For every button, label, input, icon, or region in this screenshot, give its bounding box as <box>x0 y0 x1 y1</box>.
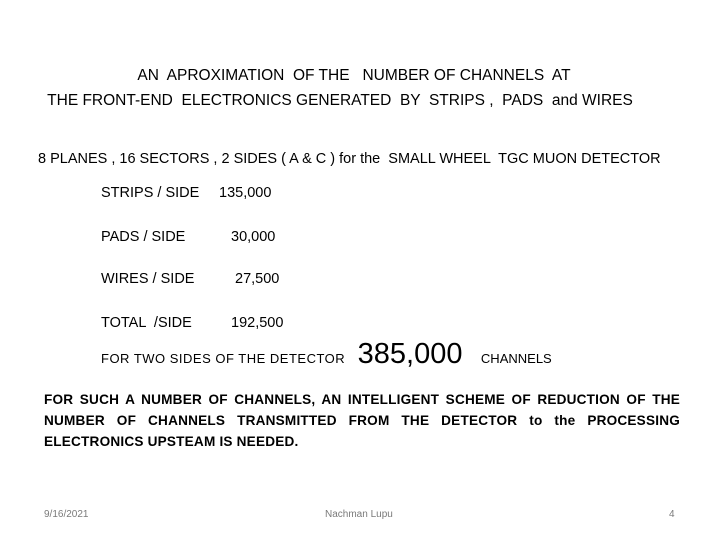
conclusion-paragraph: FOR SUCH A NUMBER OF CHANNELS, AN INTELLIGENT SCHEME OF REDUCTION OF THE NUMBER OF CHANNELS TRANSMITTED FROM THE DETECTOR to the PROCESSING ELECTRONICS UPSTEAM IS NEEDED. <box>44 392 680 449</box>
footer-page-number: 4 <box>669 509 675 520</box>
summary-label: FOR TWO SIDES OF THE DETECTOR <box>101 351 346 366</box>
summary-total: 385,000 <box>357 338 463 370</box>
footer-author: Nachman Lupu <box>325 509 393 520</box>
summary-unit: CHANNELS <box>480 351 552 366</box>
wires-value: 27,500 <box>235 271 280 287</box>
title-line-2: THE FRONT-END ELECTRONICS GENERATED BY STRIPS , PADS and WIRES <box>47 92 633 109</box>
pads-label: PADS / SIDE <box>101 229 186 245</box>
subtitle: 8 PLANES , 16 SECTORS , 2 SIDES ( A & C ) for the SMALL WHEEL TGC MUON DETECTOR <box>38 151 661 167</box>
strips-value: 135,000 <box>219 185 272 201</box>
wires-label: WIRES / SIDE <box>101 271 195 287</box>
strips-label: STRIPS / SIDE <box>101 185 200 201</box>
title-line-1: AN APROXIMATION OF THE NUMBER OF CHANNELS AT <box>137 67 571 84</box>
total-label: TOTAL /SIDE <box>101 315 192 331</box>
footer-date: 9/16/2021 <box>44 509 89 520</box>
total-value: 192,500 <box>231 315 284 331</box>
two-sides-summary <box>101 338 552 378</box>
pads-value: 30,000 <box>231 229 276 245</box>
